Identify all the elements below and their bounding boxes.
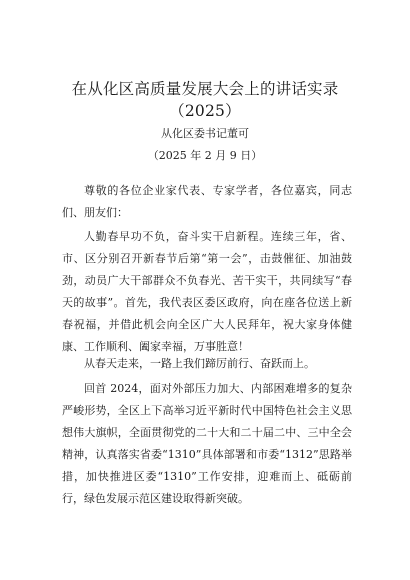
body-paragraph: 从春天走来，一路上我们蹄厉前行、奋跃而上。 [84, 357, 315, 370]
body-paragraph: 人勤春早功不负，奋斗实干启新程。连续三年，省、市、区分别召开新春节后第“第一会”，击鼓催征、加油鼓劲，动员广大干部群众不负春光、苦干实干，共同续写“春天的故事”。首先，我代表区委区政府，向在座各位送上新春祝福，并借此机会向全区广大人民拜年，祝大家身体健康、工作顺利、阖家幸福，万事胜意！ [62, 230, 352, 353]
speaker-line: 从化区委书记董可 [161, 127, 249, 140]
document-title: 在从化区高质量发展大会上的讲话实录 [71, 80, 339, 98]
document-title-year: （2025） [169, 102, 241, 120]
salutation-paragraph: 尊敬的各位企业家代表、专家学者，各位嘉宾，同志们、朋友们： [62, 184, 352, 219]
speech-date: （2025 年 2 月 9 日） [147, 149, 263, 162]
body-paragraph: 回首 2024，面对外部压力加大、内部困难增多的复杂严峻形势，全区上下高举习近平新时代中国特色社会主义思想伟大旗帜，全面贯彻党的二十大和二十届二中、三中全会精神，认真落实省委“1310”具体部署和市委“1312”思路举措，加快推进区委“1310”工作安排，迎难而上、砥砺前行，绿色发展示范区建设取得新突破。 [62, 382, 352, 505]
